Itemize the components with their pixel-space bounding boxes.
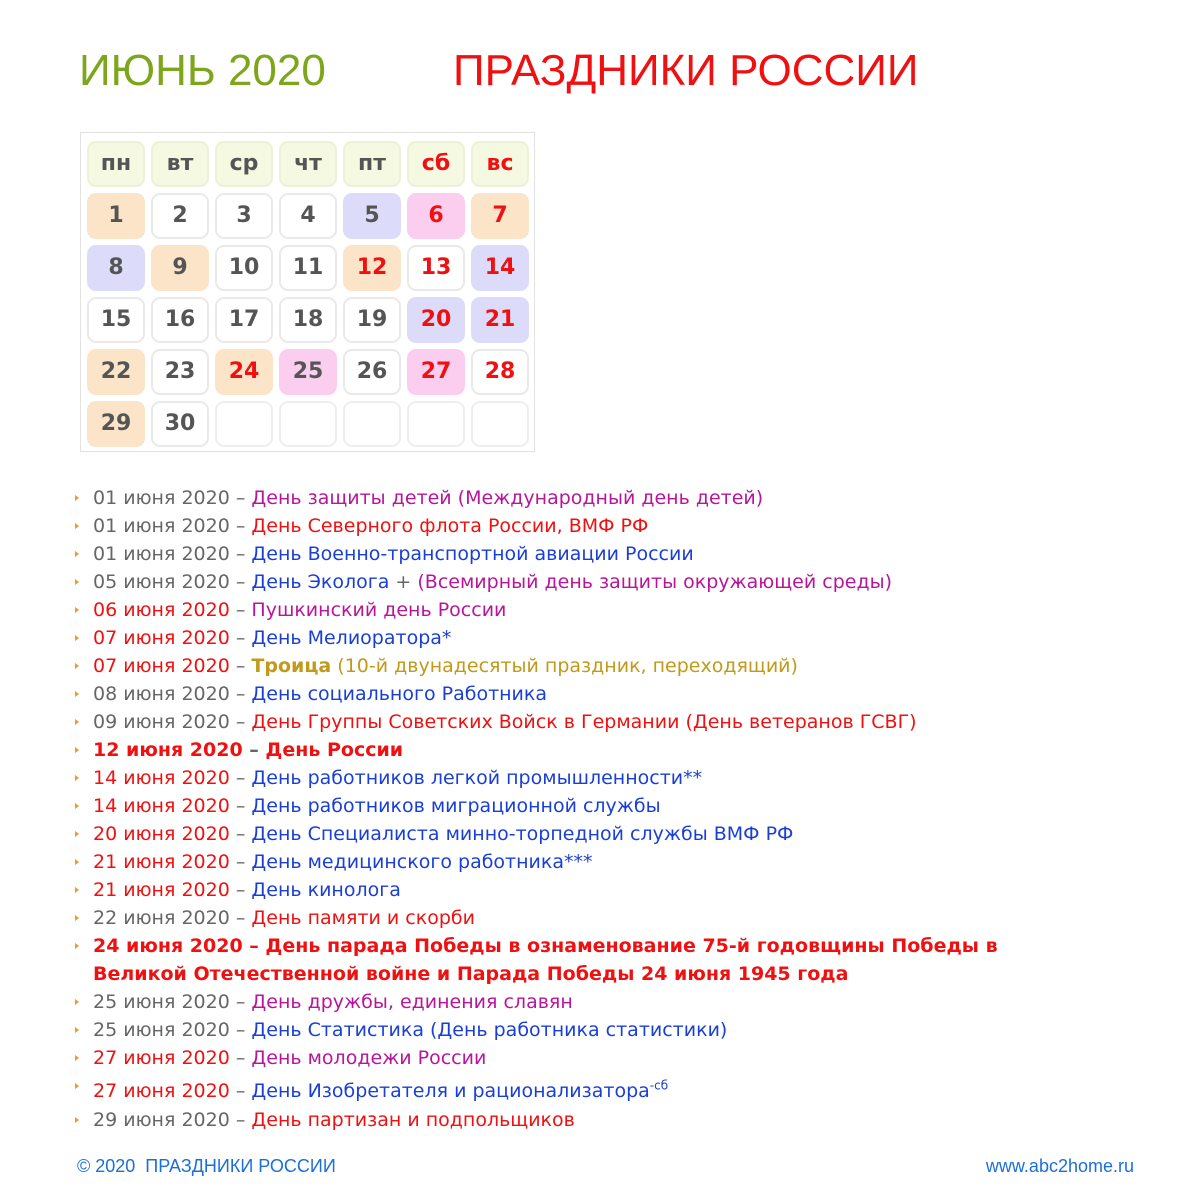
weekday-header: сб	[407, 141, 465, 187]
bullet-arrow-icon	[75, 551, 79, 557]
calendar-day[interactable]: 15	[87, 297, 145, 343]
bullet-arrow-icon	[75, 719, 79, 725]
holiday-date: 27 июня 2020	[93, 1080, 230, 1102]
holiday-date: 01 июня 2020	[93, 487, 230, 509]
holiday-item	[0, 512, 1200, 540]
holiday-name: День кинолога	[251, 879, 401, 901]
bullet-arrow-icon	[75, 775, 79, 781]
calendar-day[interactable]: 3	[215, 193, 273, 239]
separator-dash: –	[235, 487, 246, 509]
bullet-arrow-icon	[75, 859, 79, 865]
separator-dash: –	[235, 655, 246, 677]
separator-dash: –	[235, 683, 246, 705]
holiday-date: 25 июня 2020	[93, 991, 230, 1013]
calendar-day[interactable]: 13	[407, 245, 465, 291]
calendar-day[interactable]: 24	[215, 349, 273, 395]
holiday-name: День Военно-транспортной авиации России	[251, 543, 694, 565]
holiday-name: День Эколога	[251, 571, 390, 593]
holiday-item	[0, 708, 1200, 736]
calendar-day[interactable]: 27	[407, 349, 465, 395]
holiday-date: 06 июня 2020	[93, 599, 230, 621]
calendar-day[interactable]: 7	[471, 193, 529, 239]
holiday-name: День работников легкой промышленности**	[251, 767, 703, 789]
weekday-header: пт	[343, 141, 401, 187]
bullet-arrow-icon	[75, 579, 79, 585]
holiday-item	[0, 652, 1200, 680]
holiday-note: (10-й двунадесятый праздник, переходящий)	[337, 655, 798, 677]
calendar-day[interactable]: 9	[151, 245, 209, 291]
calendar-day[interactable]: 18	[279, 297, 337, 343]
separator-dash: –	[235, 599, 246, 621]
calendar-day[interactable]: 28	[471, 349, 529, 395]
calendar-day[interactable]: 17	[215, 297, 273, 343]
calendar-day-empty	[343, 401, 401, 447]
holiday-date: 21 июня 2020	[93, 851, 230, 873]
holiday-name: День социального Работника	[251, 683, 548, 705]
separator-dash: –	[235, 1109, 246, 1131]
calendar-day[interactable]: 4	[279, 193, 337, 239]
holiday-name: День партизан и подпольщиков	[251, 1109, 575, 1131]
holiday-name: День молодежи России	[251, 1047, 487, 1069]
holiday-item	[0, 736, 1200, 764]
separator-dash: –	[235, 1080, 246, 1102]
holiday-name: День защиты детей (Международный день детей)	[251, 487, 764, 509]
holiday-date: 01 июня 2020	[93, 515, 230, 537]
calendar-day[interactable]: 5	[343, 193, 401, 239]
holiday-name: День памяти и скорби	[251, 907, 475, 929]
holiday-date: 25 июня 2020	[93, 1019, 230, 1041]
separator-dash: –	[235, 991, 246, 1013]
separator-dash: –	[235, 515, 246, 537]
holiday-item	[0, 1106, 1200, 1134]
holiday-footnote-mark: -сб	[649, 1078, 669, 1093]
calendar-day[interactable]: 30	[151, 401, 209, 447]
calendar-day[interactable]: 19	[343, 297, 401, 343]
bullet-arrow-icon	[75, 663, 79, 669]
holiday-item	[0, 764, 1200, 792]
holiday-date: 12 июня 2020	[93, 739, 243, 761]
separator-dash: –	[235, 823, 246, 845]
copyright-footer: © 2020 ПРАЗДНИКИ РОССИИ	[77, 1156, 336, 1176]
holiday-date: 07 июня 2020	[93, 655, 230, 677]
holiday-item	[0, 876, 1200, 904]
holiday-name: День Статистика (День работника статистики)	[251, 1019, 728, 1041]
holiday-name: День парада Победы в ознаменование 75-й годовщины Победы в Великой Отечественной войне и Парада Победы 24 июня 1945 года	[93, 935, 998, 985]
weekday-header: ср	[215, 141, 273, 187]
holiday-date: 07 июня 2020	[93, 627, 230, 649]
weekday-header: пн	[87, 141, 145, 187]
holiday-name: День медицинского работника***	[251, 851, 593, 873]
holiday-date: 08 июня 2020	[93, 683, 230, 705]
bullet-arrow-icon	[75, 1083, 79, 1089]
separator-dash: –	[235, 907, 246, 929]
bullet-arrow-icon	[75, 635, 79, 641]
holiday-item	[0, 568, 1200, 596]
holiday-date: 21 июня 2020	[93, 879, 230, 901]
separator-dash: –	[235, 767, 246, 789]
bullet-arrow-icon	[75, 607, 79, 613]
calendar-day[interactable]: 8	[87, 245, 145, 291]
month-heading: ИЮНЬ 2020	[79, 46, 326, 95]
separator-dash: –	[235, 795, 246, 817]
bullet-arrow-icon	[75, 915, 79, 921]
separator-dash: –	[235, 543, 246, 565]
calendar-day[interactable]: 20	[407, 297, 465, 343]
weekday-header: чт	[279, 141, 337, 187]
separator-dash: –	[235, 879, 246, 901]
page-title: ПРАЗДНИКИ РОССИИ	[453, 46, 919, 95]
bullet-arrow-icon	[75, 1027, 79, 1033]
calendar-day-empty	[407, 401, 465, 447]
separator-dash: –	[235, 711, 246, 733]
holiday-item	[0, 792, 1200, 820]
weekday-header: вт	[151, 141, 209, 187]
bullet-arrow-icon	[75, 747, 79, 753]
calendar-day[interactable]: 26	[343, 349, 401, 395]
weekday-header: вс	[471, 141, 529, 187]
calendar-day[interactable]: 29	[87, 401, 145, 447]
calendar-day[interactable]: 11	[279, 245, 337, 291]
bullet-arrow-icon	[75, 523, 79, 529]
holiday-item	[0, 848, 1200, 876]
holiday-item	[0, 820, 1200, 848]
separator-dash: –	[235, 571, 246, 593]
holiday-item	[0, 484, 1200, 512]
separator-dash: –	[235, 627, 246, 649]
holiday-name: День Группы Советских Войск в Германии (День ветеранов ГСВГ)	[251, 711, 917, 733]
holiday-name: День Специалиста минно-торпедной службы ВМФ РФ	[251, 823, 794, 845]
bullet-arrow-icon	[75, 831, 79, 837]
holiday-item	[0, 596, 1200, 624]
bullet-arrow-icon	[75, 999, 79, 1005]
holiday-date: 09 июня 2020	[93, 711, 230, 733]
calendar-day-empty	[215, 401, 273, 447]
bullet-arrow-icon	[75, 495, 79, 501]
holiday-item	[0, 1077, 1200, 1106]
holiday-item	[0, 988, 1200, 1016]
calendar-day[interactable]: 6	[407, 193, 465, 239]
holiday-note: (Всемирный день защиты окружающей среды)	[417, 571, 892, 593]
plus-sign: +	[395, 571, 412, 593]
holiday-date: 14 июня 2020	[93, 795, 230, 817]
holiday-date: 22 июня 2020	[93, 907, 230, 929]
calendar-day[interactable]: 23	[151, 349, 209, 395]
holiday-name: Троица	[251, 655, 332, 677]
holiday-name: День Изобретателя и рационализатора	[251, 1080, 650, 1102]
separator-dash: –	[235, 1047, 246, 1069]
separator-dash: –	[235, 1019, 246, 1041]
calendar-day[interactable]: 22	[87, 349, 145, 395]
holiday-date: 14 июня 2020	[93, 767, 230, 789]
holiday-date: 20 июня 2020	[93, 823, 230, 845]
holiday-item	[0, 904, 1200, 932]
separator-dash: –	[249, 739, 259, 761]
holiday-date: 27 июня 2020	[93, 1047, 230, 1069]
calendar-day[interactable]: 16	[151, 297, 209, 343]
bullet-arrow-icon	[75, 691, 79, 697]
separator-dash: –	[235, 851, 246, 873]
holiday-date: 01 июня 2020	[93, 543, 230, 565]
calendar-day-empty	[471, 401, 529, 447]
holiday-list	[0, 484, 1200, 1134]
holiday-item	[0, 1016, 1200, 1044]
bullet-arrow-icon	[75, 803, 79, 809]
calendar-day-empty	[279, 401, 337, 447]
calendar-day[interactable]: 10	[215, 245, 273, 291]
site-link[interactable]: www.abc2home.ru	[985, 1156, 1134, 1176]
calendar-day[interactable]: 25	[279, 349, 337, 395]
bullet-arrow-icon	[75, 887, 79, 893]
holiday-name: День России	[265, 739, 404, 761]
holiday-name: День дружбы, единения славян	[251, 991, 573, 1013]
calendar-day[interactable]: 14	[471, 245, 529, 291]
calendar-day[interactable]: 21	[471, 297, 529, 343]
bullet-arrow-icon	[75, 943, 79, 949]
holiday-name: Пушкинский день России	[251, 599, 507, 621]
holiday-name: День Северного флота России, ВМФ РФ	[251, 515, 649, 537]
separator-dash: –	[249, 935, 259, 957]
holiday-date: 29 июня 2020	[93, 1109, 230, 1131]
holiday-item	[0, 1044, 1200, 1072]
holiday-name: День Мелиоратора*	[251, 627, 452, 649]
bullet-arrow-icon	[75, 1117, 79, 1123]
calendar-day[interactable]: 2	[151, 193, 209, 239]
calendar-day[interactable]: 1	[87, 193, 145, 239]
holiday-item	[0, 624, 1200, 652]
holiday-item	[0, 680, 1200, 708]
holiday-item	[0, 540, 1200, 568]
bullet-arrow-icon	[75, 1055, 79, 1061]
holiday-name: День работников миграционной службы	[251, 795, 661, 817]
calendar-grid	[80, 132, 535, 452]
holiday-date: 24 июня 2020	[93, 935, 243, 957]
calendar-day[interactable]: 12	[343, 245, 401, 291]
holiday-date: 05 июня 2020	[93, 571, 230, 593]
holiday-item	[0, 932, 1033, 988]
